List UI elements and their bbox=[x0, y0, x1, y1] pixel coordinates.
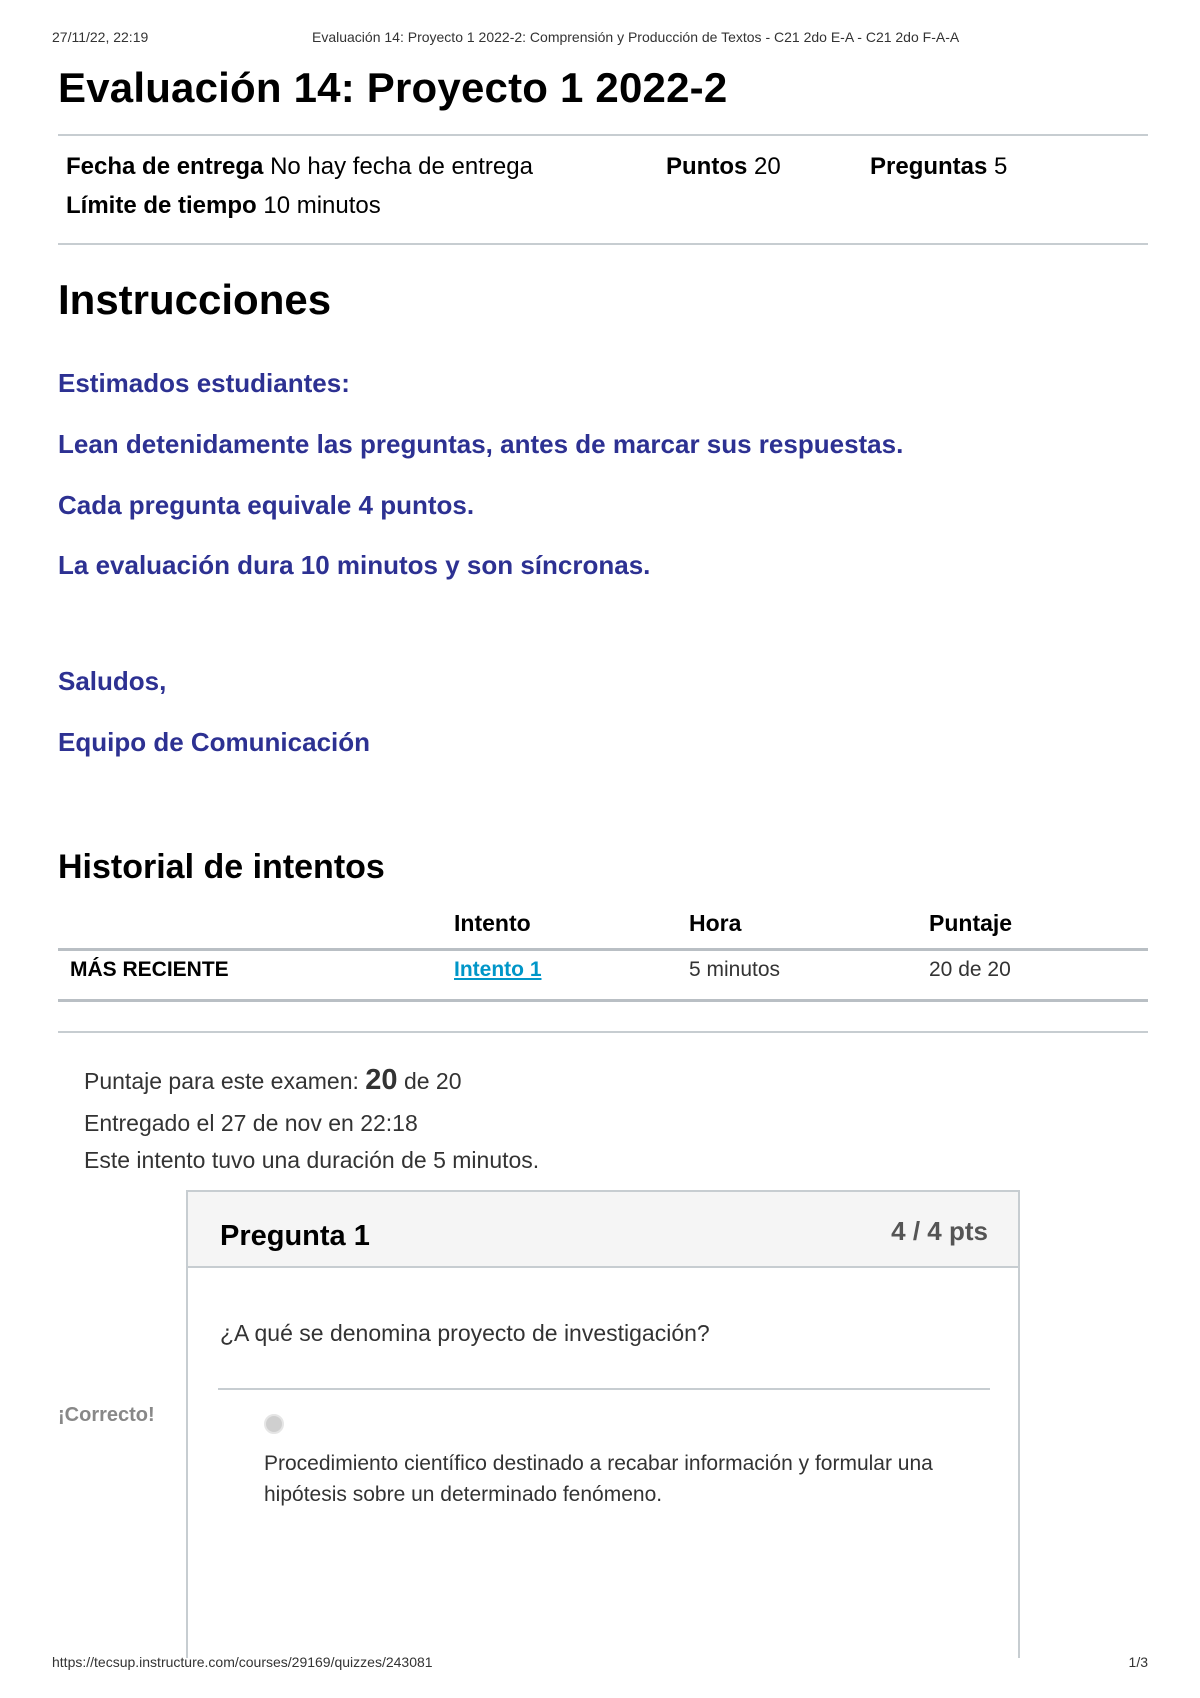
answer-text: Procedimiento científico destinado a recabar información y formular una hipótesis sobre un determinado fenómeno. bbox=[264, 1452, 933, 1506]
score-summary bbox=[84, 1064, 462, 1097]
score-suffix: de 20 bbox=[403, 1068, 462, 1094]
score-value: 20 bbox=[365, 1064, 398, 1096]
attempt-time: 5 minutos bbox=[689, 958, 781, 981]
due-date-label: Fecha de entrega bbox=[66, 153, 264, 180]
answer-radio[interactable] bbox=[264, 1414, 284, 1434]
instruction-line: Equipo de Comunicación bbox=[58, 727, 371, 757]
duration-text: Este intento tuvo una duración de 5 minutos. bbox=[84, 1147, 540, 1173]
page-title: Evaluación 14: Proyecto 1 2022-2 bbox=[58, 64, 728, 111]
table-bottom-rule bbox=[58, 999, 1148, 1002]
attempt-score: 20 de 20 bbox=[929, 958, 1011, 981]
instructions-heading: Instrucciones bbox=[58, 276, 332, 323]
questions-meta bbox=[870, 153, 1007, 181]
time-limit-value: 10 minutos bbox=[263, 192, 381, 219]
instruction-line: Cada pregunta equivale 4 puntos. bbox=[58, 490, 475, 520]
question-card bbox=[186, 1190, 1020, 1658]
instruction-line: Estimados estudiantes: bbox=[58, 368, 350, 398]
question-separator bbox=[218, 1388, 990, 1390]
score-prefix: Puntaje para este examen: bbox=[84, 1068, 359, 1094]
page-number: 1/3 bbox=[1128, 1654, 1148, 1670]
question-title: Pregunta 1 bbox=[220, 1220, 370, 1252]
instruction-line: Saludos, bbox=[58, 666, 167, 696]
points-label: Puntos bbox=[666, 153, 748, 180]
divider bbox=[58, 134, 1148, 136]
due-date-value: No hay fecha de entrega bbox=[270, 153, 533, 180]
due-date-meta bbox=[66, 153, 533, 181]
print-title: Evaluación 14: Proyecto 1 2022-2: Comprensión y Producción de Textos - C21 2do E-A - C21 2do F-A-A bbox=[312, 29, 960, 45]
time-limit-meta bbox=[66, 192, 381, 220]
instruction-line: Lean detenidamente las preguntas, antes de marcar sus respuestas. bbox=[58, 429, 904, 459]
column-header-attempt: Intento bbox=[454, 910, 531, 936]
print-header bbox=[52, 29, 1148, 49]
question-points: 4 / 4 pts bbox=[891, 1216, 988, 1246]
correct-badge: ¡Correcto! bbox=[58, 1404, 155, 1426]
print-url: https://tecsup.instructure.com/courses/29169/quizzes/243081 bbox=[52, 1654, 433, 1670]
print-date: 27/11/22, 22:19 bbox=[52, 29, 149, 45]
divider bbox=[58, 243, 1148, 245]
row-label: MÁS RECIENTE bbox=[70, 958, 229, 981]
points-meta bbox=[666, 153, 781, 181]
attempt-history-title: Historial de intentos bbox=[58, 848, 385, 886]
time-limit-label: Límite de tiempo bbox=[66, 192, 257, 219]
question-text: ¿A qué se denomina proyecto de investigación? bbox=[220, 1320, 710, 1346]
attempt-link[interactable]: Intento 1 bbox=[454, 958, 542, 981]
points-value: 20 bbox=[754, 153, 781, 180]
questions-value: 5 bbox=[994, 153, 1008, 180]
questions-label: Preguntas bbox=[870, 153, 988, 180]
column-header-time: Hora bbox=[689, 910, 742, 936]
column-header-score: Puntaje bbox=[929, 910, 1013, 936]
divider bbox=[58, 1031, 1148, 1033]
table-header-rule bbox=[58, 948, 1148, 951]
submitted-text: Entregado el 27 de nov en 22:18 bbox=[84, 1110, 418, 1136]
question-header bbox=[188, 1192, 1018, 1268]
instruction-line: La evaluación dura 10 minutos y son síncronas. bbox=[58, 550, 651, 580]
